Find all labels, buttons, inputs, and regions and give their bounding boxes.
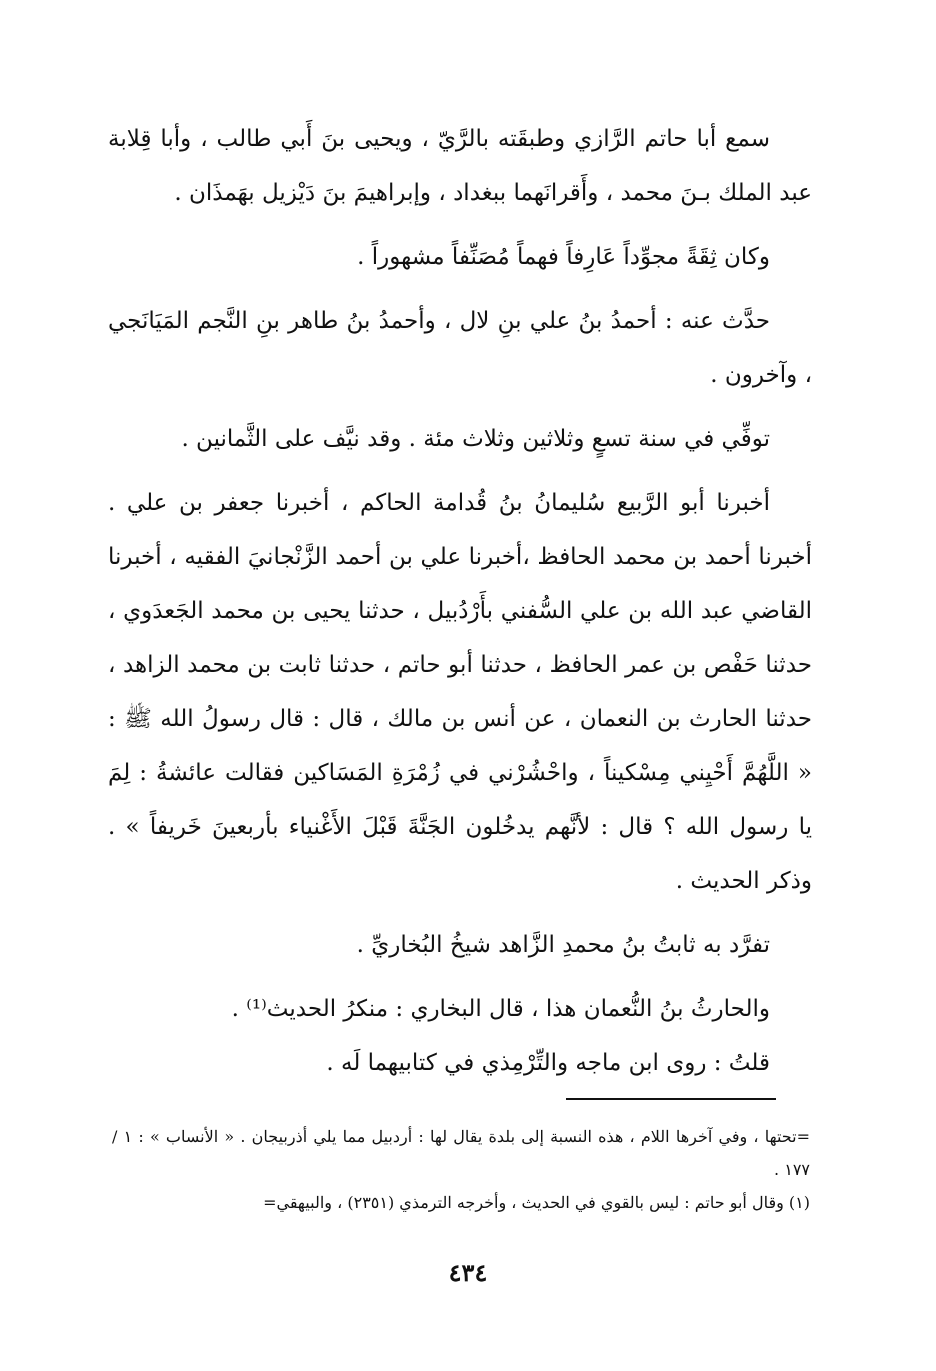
paragraph-bukhari-note: والحارثُ بنُ النُّعمان هذا ، قال البخاري : منكرُ الحديث⁽¹⁾ . bbox=[231, 996, 770, 1022]
main-text bbox=[108, 112, 812, 1090]
paragraph-death: توفِّي في سنة تسعٍ وثلاثين وثلاث مئة . وقد نيَّف على الثَّمانين . bbox=[181, 426, 770, 452]
paragraph-students: حدَّث عنه : أحمدُ بنُ علي بنِ لال ، وأحمدُ بنُ طاهر بنِ النَّجم المَيَانَجي ، وآخرون . bbox=[108, 308, 812, 388]
paragraph-hadith-chain: أخبرنا أبو الرَّبيع سُليمانُ بنُ قُدامة الحاكم ، أخبرنا جعفر بن علي . أخبرنا أحمد بن محمد الحافظ ،أخبرنا علي بن أحمد الزَّنْجانيَ الفقيه ، أخبرنا القاضي عبد الله بن علي السُّفني بأَرْدُبيل ، حدثنا يحيى بن محمد الجَعدَوي ، حدثنا حَفْص بن عمر الحافظ ، حدثنا أبو حاتم ، حدثنا ثابت بن محمد الزاهد ، حدثنا الحارث بن النعمان ، عن أنس بن مالك ، قال : قال رسولُ الله ﷺ : « اللَّهُمَّ أَحْيِني مِسْكيناً ، واحْشُرْني في زُمْرَةِ المَسَاكين فقالت عائشةُ : لِمَ يا رسول الله ؟ قال : لأنَّهم يدخُلون الجَنَّةَ قَبْلَ الأَغْنياء بأربعينَ خَريفاً » . وذكر الحديث . bbox=[108, 490, 812, 894]
paragraph-qultu: قلتُ : روى ابن ماجه والتِّرْمِذي في كتابيهما لَه . bbox=[326, 1050, 770, 1076]
page-number: ٤٣٤ bbox=[448, 1258, 488, 1287]
footnote-divider bbox=[566, 1098, 776, 1100]
paragraph-praise: وكان ثِقَةً مجوِّداً عَارِفاً فهماً مُصَنِّفاً مشهوراً . bbox=[357, 244, 770, 270]
footnotes bbox=[112, 1120, 810, 1219]
paragraph-tafarrud: تفرَّد به ثابتُ بنُ محمدِ الزَّاهد شيخُ البُخاريِّ . bbox=[356, 932, 770, 958]
paragraph-teachers: سمع أبا حاتم الرَّازي وطبقَته بالرَّيّ ، ويحيى بنَ أَبي طالب ، وأبا قِلابة عبد الملك بـنَ محمد ، وأَقرانَهما ببغداد ، وإبراهيمَ بنَ دَيْزيل بهَمذَان . bbox=[108, 126, 812, 206]
footnote-continued: =تحتها ، وفي آخرها اللام ، هذه النسبة إلى بلدة يقال لها : أردبيل مما يلي أذربيجان . « الأنساب » : ١ / ١٧٧ . bbox=[112, 1127, 810, 1179]
footnote-1: (١) وقال أبو حاتم : ليس بالقوي في الحديث ، وأخرجه الترمذي (٢٣٥١) ، والبيهقي= bbox=[263, 1193, 810, 1212]
